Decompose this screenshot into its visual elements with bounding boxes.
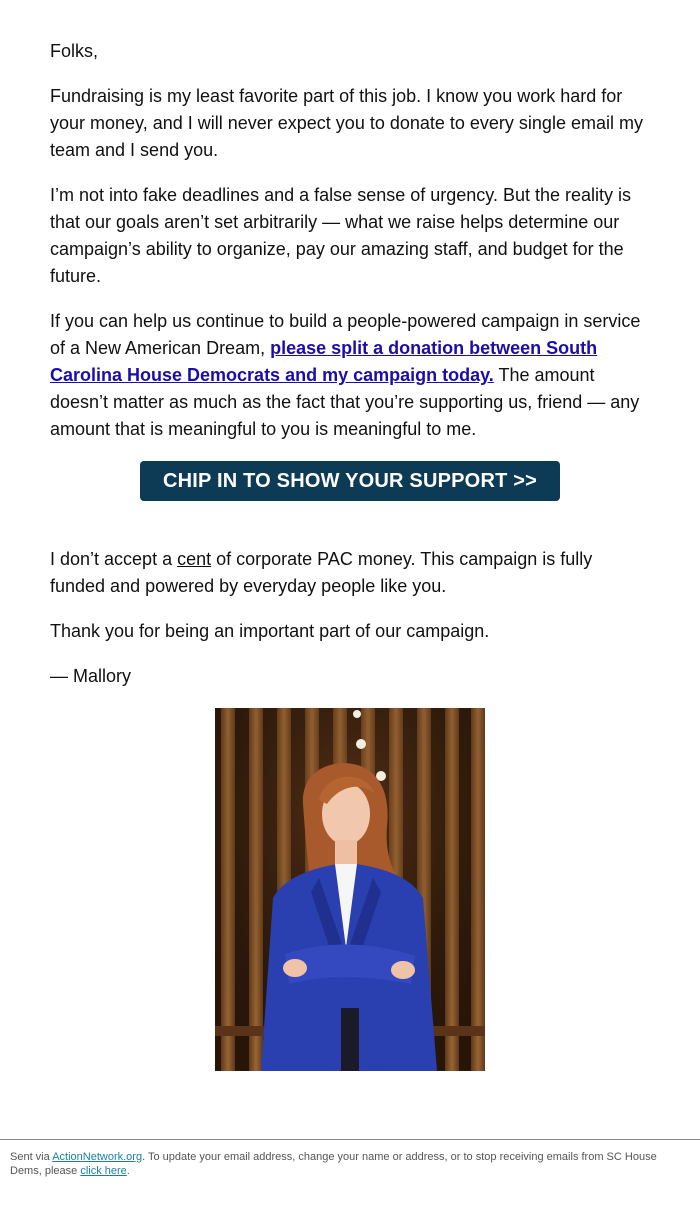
donation-ask-text-after: The amount doesn’t matter as much as the fact that you’re supporting us, friend — any amount that is meaningful to you is meaningful to me.: [50, 365, 640, 439]
footer-divider: [0, 1139, 700, 1140]
pac-text-after: of corporate PAC money. This campaign is fully funded and powered by everyday people like you.: [50, 549, 593, 596]
donate-link[interactable]: please split a donation between South Carolina House Democrats and my campaign today.: [50, 338, 598, 385]
chip-in-button[interactable]: CHIP IN TO SHOW YOUR SUPPORT >>: [140, 461, 560, 501]
signoff: — Mallory: [50, 666, 132, 686]
candidate-photo: [215, 708, 485, 1071]
footer: [10, 1150, 670, 1178]
action-network-link[interactable]: ActionNetwork.org: [52, 1151, 143, 1163]
cta-container: [140, 461, 560, 501]
footer-prefix: Sent via: [10, 1151, 53, 1163]
paragraph-fundraising: Fundraising is my least favorite part of this job. I know you work hard for your money, and I will never expect you to donate to every single email my team and I send you.: [50, 86, 643, 160]
paragraph-donation-ask: [50, 308, 650, 443]
pac-text: I don’t accept a: [50, 549, 178, 569]
donation-ask-text: If you can help us continue to build a people-powered campaign in service of a New American Dream,: [50, 311, 641, 358]
portrait-illustration: [215, 708, 485, 1071]
paragraph-pac-money: [50, 546, 650, 600]
footer-suffix: .: [126, 1165, 130, 1177]
paragraph-thanks: Thank you for being an important part of our campaign.: [50, 621, 490, 641]
cent-link[interactable]: cent: [177, 549, 212, 569]
unsubscribe-link[interactable]: click here: [80, 1165, 127, 1177]
footer-middle: . To update your email address, change your name or address, or to stop receiving emails from SC House Dems, please: [10, 1151, 657, 1177]
paragraph-deadlines: I’m not into fake deadlines and a false sense of urgency. But the reality is that our goals aren’t set arbitrarily — what we raise helps determine our campaign’s ability to organize, pay our amazing staff, and budget for the future.: [50, 185, 632, 286]
greeting: Folks,: [50, 41, 99, 61]
